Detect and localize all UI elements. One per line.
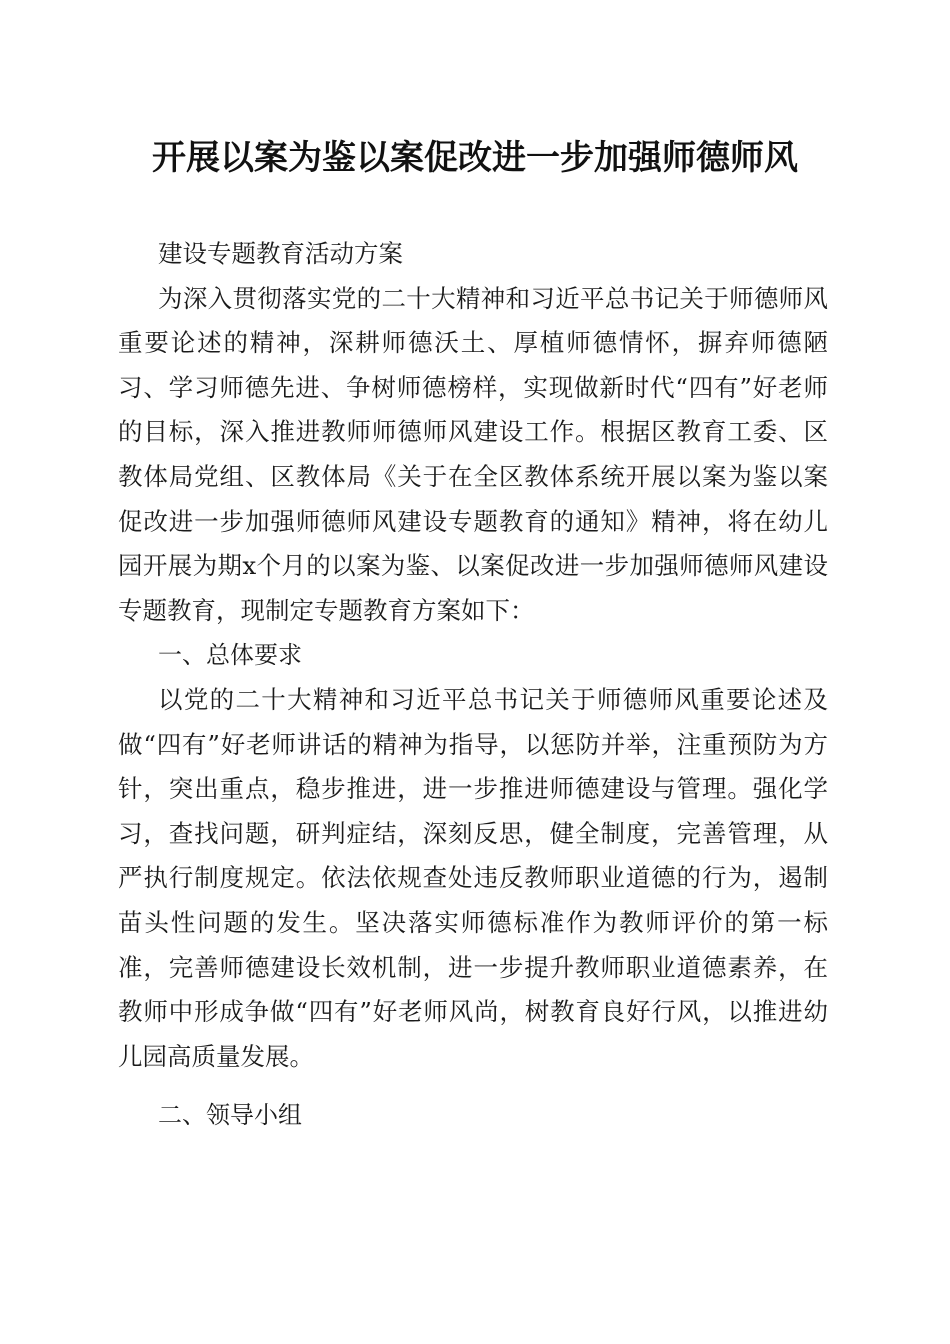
document-subtitle: 建设专题教育活动方案 [158,239,403,268]
section-heading-general-requirements: 一、总体要求 [158,641,302,670]
document-title: 开展以案为鉴以案促改进一步加强师德师风 [152,138,798,178]
section-paragraph-general-requirements: 以党的二十大精神和习近平总书记关于师德师风重要论述及做“四有”好老师讲话的精神为指导，以惩防并举，注重预防为方针，突出重点，稳步推进，进一步推进师德建设与管理。强化学习，查找问题，研判症结，深刻反思，健全制度，完善管理，从严执行制度规定。依法依规查处违反教师职业道德的行为，遏制苗头性问题的发生。坚决落实师德标准作为教师评价的第一标准，完善师德建设长效机制，进一步提升教师职业道德素养，在教师中形成争做“四有”好老师风尚，树教育良好行风，以推进幼儿园高质量发展。 [118,684,828,1071]
intro-paragraph: 为深入贯彻落实党的二十大精神和习近平总书记关于师德师风重要论述的精神，深耕师德沃土、厚植师德情怀，摒弃师德陋习、学习师德先进、争树师德榜样，实现做新时代“四有”好老师的目标，深入推进教师师德师风建设工作。根据区教育工委、区教体局党组、区教体局《关于在全区教体系统开展以案为鉴以案促改进一步加强师德师风建设专题教育的通知》精神，将在幼儿园开展为期x个月的以案为鉴、以案促改进一步加强师德师风建设专题教育，现制定专题教育方案如下： [118,283,828,625]
document-body [118,232,828,1138]
section-heading-leadership-group: 二、领导小组 [158,1101,302,1130]
